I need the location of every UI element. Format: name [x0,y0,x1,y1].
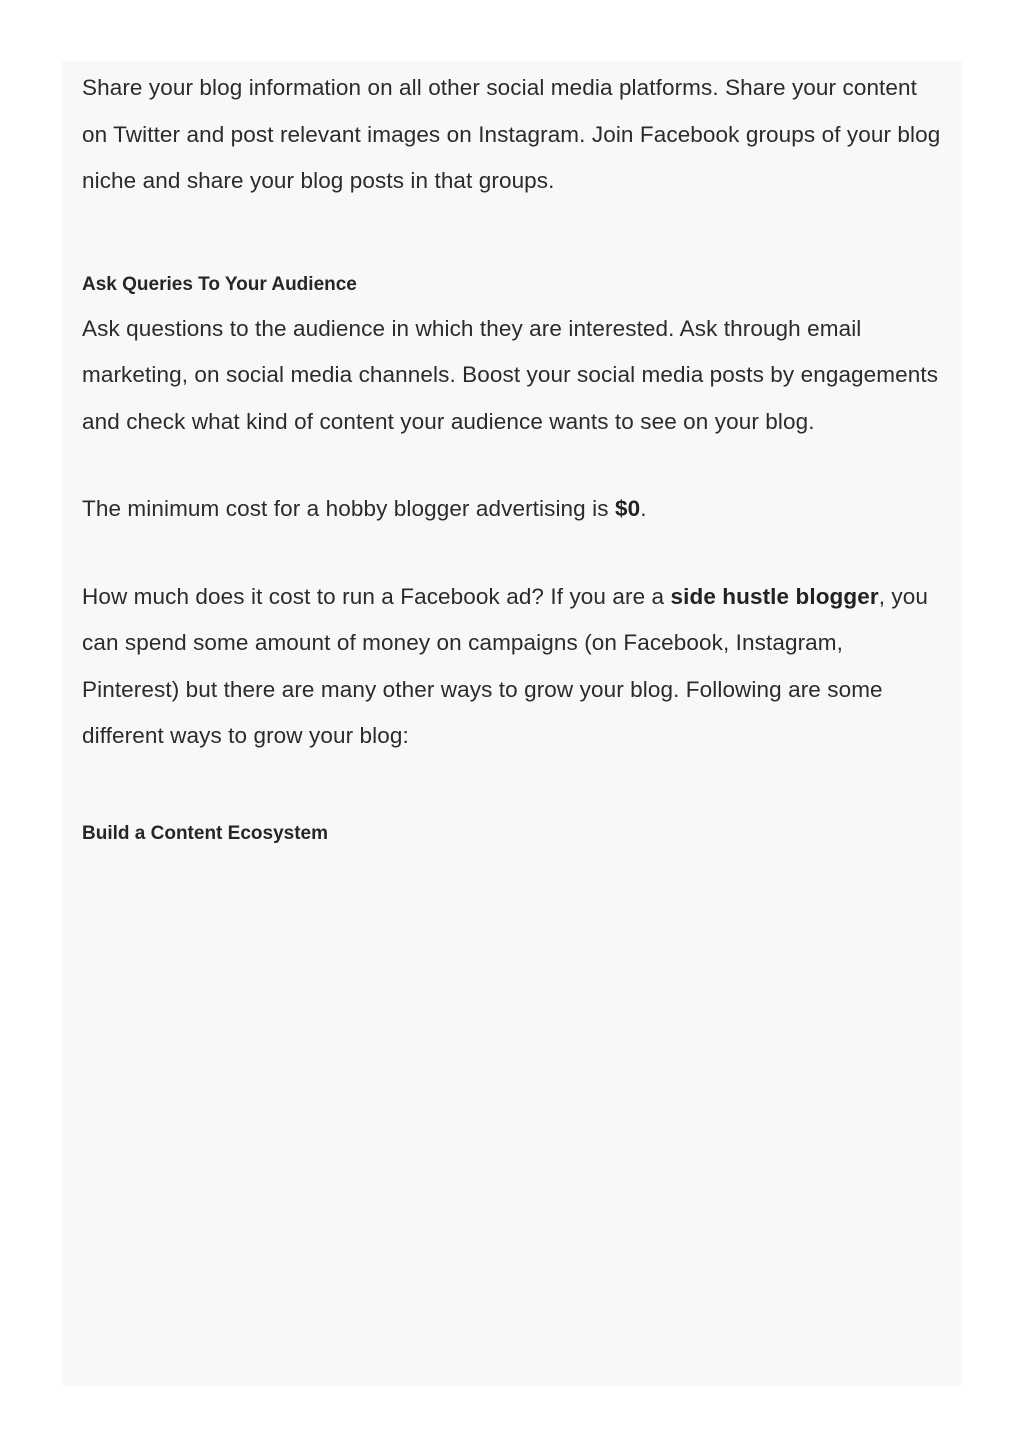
content-panel [62,61,962,1386]
side-hustle-blogger-emphasis: side hustle blogger [670,583,879,609]
paragraph-ask-audience: Ask questions to the audience in which they are interested. Ask through email marketing, on social media channels. Boost your social media posts by engagements and check what kind of content your audience wants to see on your blog. [82,315,939,434]
minimum-cost-period: . [640,496,647,521]
minimum-cost-value: $0 [614,496,641,521]
heading-content-ecosystem: Build a Content Ecosystem [82,822,328,844]
paragraph-social-sharing: Share your blog information on all other social media platforms. Share your content on Twitter and post relevant images on Instagram. Join Facebook groups of your blog niche and share your blog posts in that groups. [82,75,941,193]
heading-ask-queries: Ask Queries To Your Audience [82,273,357,295]
paragraph-facebook-ad-cost [82,574,942,760]
paragraph-minimum-cost [82,486,942,533]
minimum-cost-text: The minimum cost for a hobby blogger advertising is [82,496,615,521]
facebook-ad-text-end: , you can spend some amount of money on campaigns (on Facebook, Instagram, Pinterest) but there are many other ways to grow your blog. Following are some different ways to grow your blog: [82,583,928,748]
facebook-ad-text-start: How much does it cost to run a Facebook ad? If you are a [82,583,671,609]
